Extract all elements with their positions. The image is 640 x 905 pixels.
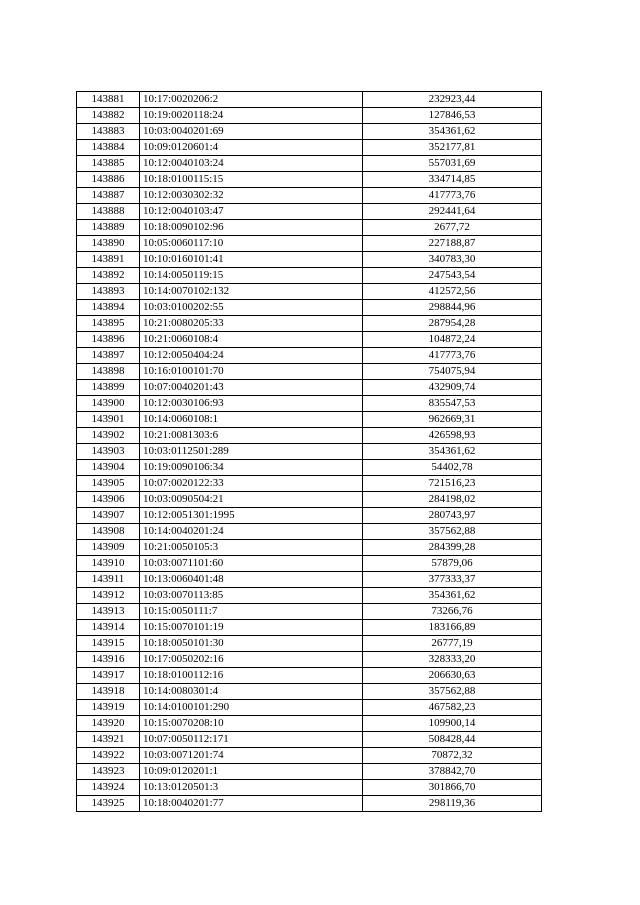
cadastral-number-cell: 10:19:0020118:24 (140, 108, 363, 124)
amount-cell: 2677,72 (363, 220, 542, 236)
table-row (77, 588, 542, 604)
cadastral-number-cell: 10:15:0070101:19 (140, 620, 363, 636)
amount-cell: 962669,31 (363, 412, 542, 428)
cadastral-number-cell: 10:14:0100101:290 (140, 700, 363, 716)
row-number-cell: 143915 (77, 636, 140, 652)
table-row (77, 684, 542, 700)
table-row (77, 140, 542, 156)
amount-cell: 334714,85 (363, 172, 542, 188)
cadastral-number-cell: 10:19:0090106:34 (140, 460, 363, 476)
table-row (77, 412, 542, 428)
table-row (77, 92, 542, 108)
amount-cell: 417773,76 (363, 348, 542, 364)
amount-cell: 284399,28 (363, 540, 542, 556)
row-number-cell: 143901 (77, 412, 140, 428)
table-row (77, 620, 542, 636)
amount-cell: 57879,06 (363, 556, 542, 572)
amount-cell: 70872,32 (363, 748, 542, 764)
row-number-cell: 143922 (77, 748, 140, 764)
row-number-cell: 143909 (77, 540, 140, 556)
row-number-cell: 143916 (77, 652, 140, 668)
amount-cell: 354361,62 (363, 124, 542, 140)
amount-cell: 340783,30 (363, 252, 542, 268)
table-row (77, 572, 542, 588)
cadastral-number-cell: 10:03:0070113:85 (140, 588, 363, 604)
table-row (77, 668, 542, 684)
amount-cell: 378842,70 (363, 764, 542, 780)
cadastral-number-cell: 10:15:0050111:7 (140, 604, 363, 620)
cadastral-number-cell: 10:09:0120201:1 (140, 764, 363, 780)
row-number-cell: 143898 (77, 364, 140, 380)
cadastral-number-cell: 10:03:0090504:21 (140, 492, 363, 508)
table-body (77, 92, 542, 812)
table-row (77, 604, 542, 620)
table-row (77, 156, 542, 172)
table-row (77, 444, 542, 460)
table-row (77, 636, 542, 652)
amount-cell: 357562,88 (363, 684, 542, 700)
amount-cell: 54402,78 (363, 460, 542, 476)
cadastral-number-cell: 10:16:0100101:70 (140, 364, 363, 380)
amount-cell: 754075,94 (363, 364, 542, 380)
cadastral-number-cell: 10:17:0050202:16 (140, 652, 363, 668)
amount-cell: 298119,36 (363, 796, 542, 812)
amount-cell: 426598,93 (363, 428, 542, 444)
amount-cell: 280743,97 (363, 508, 542, 524)
table-row (77, 556, 542, 572)
cadastral-number-cell: 10:14:0080301:4 (140, 684, 363, 700)
amount-cell: 232923,44 (363, 92, 542, 108)
table-row (77, 204, 542, 220)
amount-cell: 508428,44 (363, 732, 542, 748)
cadastral-number-cell: 10:03:0100202:55 (140, 300, 363, 316)
amount-cell: 557031,69 (363, 156, 542, 172)
cadastral-number-cell: 10:18:0090102:96 (140, 220, 363, 236)
cadastral-number-cell: 10:18:0100112:16 (140, 668, 363, 684)
cadastral-number-cell: 10:12:0030106:93 (140, 396, 363, 412)
cadastral-number-cell: 10:21:0080205:33 (140, 316, 363, 332)
table-row (77, 284, 542, 300)
table-row (77, 492, 542, 508)
amount-cell: 183166,89 (363, 620, 542, 636)
table-row (77, 220, 542, 236)
amount-cell: 298844,96 (363, 300, 542, 316)
table-row (77, 300, 542, 316)
cadastral-number-cell: 10:13:0120501:3 (140, 780, 363, 796)
table-row (77, 268, 542, 284)
amount-cell: 284198,02 (363, 492, 542, 508)
row-number-cell: 143913 (77, 604, 140, 620)
cadastral-number-cell: 10:12:0051301:1995 (140, 508, 363, 524)
row-number-cell: 143904 (77, 460, 140, 476)
row-number-cell: 143908 (77, 524, 140, 540)
row-number-cell: 143924 (77, 780, 140, 796)
cadastral-number-cell: 10:14:0040201:24 (140, 524, 363, 540)
row-number-cell: 143920 (77, 716, 140, 732)
table-row (77, 780, 542, 796)
amount-cell: 721516,23 (363, 476, 542, 492)
table-row (77, 236, 542, 252)
cadastral-number-cell: 10:14:0060108:1 (140, 412, 363, 428)
cadastral-number-cell: 10:14:0050119:15 (140, 268, 363, 284)
amount-cell: 287954,28 (363, 316, 542, 332)
amount-cell: 301866,70 (363, 780, 542, 796)
row-number-cell: 143888 (77, 204, 140, 220)
row-number-cell: 143893 (77, 284, 140, 300)
row-number-cell: 143894 (77, 300, 140, 316)
amount-cell: 467582,23 (363, 700, 542, 716)
table-row (77, 124, 542, 140)
table-row (77, 764, 542, 780)
row-number-cell: 143891 (77, 252, 140, 268)
row-number-cell: 143918 (77, 684, 140, 700)
cadastral-number-cell: 10:12:0040103:47 (140, 204, 363, 220)
row-number-cell: 143906 (77, 492, 140, 508)
cadastral-number-cell: 10:21:0081303:6 (140, 428, 363, 444)
row-number-cell: 143884 (77, 140, 140, 156)
row-number-cell: 143887 (77, 188, 140, 204)
row-number-cell: 143905 (77, 476, 140, 492)
row-number-cell: 143881 (77, 92, 140, 108)
table-row (77, 796, 542, 812)
amount-cell: 127846,53 (363, 108, 542, 124)
row-number-cell: 143885 (77, 156, 140, 172)
row-number-cell: 143925 (77, 796, 140, 812)
row-number-cell: 143889 (77, 220, 140, 236)
row-number-cell: 143910 (77, 556, 140, 572)
cadastral-number-cell: 10:12:0030302:32 (140, 188, 363, 204)
cadastral-number-cell: 10:07:0050112:171 (140, 732, 363, 748)
cadastral-number-cell: 10:03:0040201:69 (140, 124, 363, 140)
row-number-cell: 143882 (77, 108, 140, 124)
row-number-cell: 143890 (77, 236, 140, 252)
amount-cell: 104872,24 (363, 332, 542, 348)
amount-cell: 247543,54 (363, 268, 542, 284)
row-number-cell: 143892 (77, 268, 140, 284)
table-row (77, 396, 542, 412)
amount-cell: 417773,76 (363, 188, 542, 204)
table-row (77, 524, 542, 540)
cadastral-number-cell: 10:17:0020206:2 (140, 92, 363, 108)
table-row (77, 508, 542, 524)
amount-cell: 412572,56 (363, 284, 542, 300)
amount-cell: 357562,88 (363, 524, 542, 540)
cadastral-number-cell: 10:09:0120601:4 (140, 140, 363, 156)
row-number-cell: 143907 (77, 508, 140, 524)
table-row (77, 732, 542, 748)
cadastral-number-cell: 10:15:0070208:10 (140, 716, 363, 732)
amount-cell: 377333,37 (363, 572, 542, 588)
cadastral-number-cell: 10:03:0071101:60 (140, 556, 363, 572)
cadastral-number-cell: 10:21:0050105:3 (140, 540, 363, 556)
cadastral-number-cell: 10:07:0040201:43 (140, 380, 363, 396)
row-number-cell: 143903 (77, 444, 140, 460)
table-row (77, 652, 542, 668)
row-number-cell: 143900 (77, 396, 140, 412)
table-row (77, 476, 542, 492)
amount-cell: 432909,74 (363, 380, 542, 396)
row-number-cell: 143899 (77, 380, 140, 396)
row-number-cell: 143911 (77, 572, 140, 588)
table-row (77, 172, 542, 188)
amount-cell: 328333,20 (363, 652, 542, 668)
cadastral-number-cell: 10:18:0050101:30 (140, 636, 363, 652)
data-table (76, 91, 542, 812)
row-number-cell: 143902 (77, 428, 140, 444)
cadastral-number-cell: 10:05:0060117:10 (140, 236, 363, 252)
amount-cell: 354361,62 (363, 588, 542, 604)
amount-cell: 73266,76 (363, 604, 542, 620)
amount-cell: 835547,53 (363, 396, 542, 412)
row-number-cell: 143897 (77, 348, 140, 364)
cadastral-number-cell: 10:10:0160101:41 (140, 252, 363, 268)
cadastral-number-cell: 10:13:0060401:48 (140, 572, 363, 588)
cadastral-number-cell: 10:03:0112501:289 (140, 444, 363, 460)
row-number-cell: 143895 (77, 316, 140, 332)
row-number-cell: 143912 (77, 588, 140, 604)
table-row (77, 748, 542, 764)
table-row (77, 460, 542, 476)
row-number-cell: 143896 (77, 332, 140, 348)
amount-cell: 109900,14 (363, 716, 542, 732)
table-row (77, 716, 542, 732)
cadastral-number-cell: 10:03:0071201:74 (140, 748, 363, 764)
table-row (77, 188, 542, 204)
row-number-cell: 143923 (77, 764, 140, 780)
row-number-cell: 143886 (77, 172, 140, 188)
cadastral-number-cell: 10:18:0100115:15 (140, 172, 363, 188)
amount-cell: 292441,64 (363, 204, 542, 220)
table-row (77, 252, 542, 268)
table-row (77, 428, 542, 444)
table-row (77, 540, 542, 556)
row-number-cell: 143921 (77, 732, 140, 748)
amount-cell: 352177,81 (363, 140, 542, 156)
cadastral-number-cell: 10:18:0040201:77 (140, 796, 363, 812)
row-number-cell: 143883 (77, 124, 140, 140)
cadastral-number-cell: 10:21:0060108:4 (140, 332, 363, 348)
table-row (77, 316, 542, 332)
cadastral-number-cell: 10:14:0070102:132 (140, 284, 363, 300)
amount-cell: 354361,62 (363, 444, 542, 460)
cadastral-number-cell: 10:12:0040103:24 (140, 156, 363, 172)
table-row (77, 332, 542, 348)
table-row (77, 364, 542, 380)
table-row (77, 348, 542, 364)
amount-cell: 206630,63 (363, 668, 542, 684)
row-number-cell: 143917 (77, 668, 140, 684)
cadastral-number-cell: 10:07:0020122:33 (140, 476, 363, 492)
row-number-cell: 143914 (77, 620, 140, 636)
table-row (77, 700, 542, 716)
table-row (77, 108, 542, 124)
amount-cell: 227188,87 (363, 236, 542, 252)
cadastral-number-cell: 10:12:0050404:24 (140, 348, 363, 364)
amount-cell: 26777,19 (363, 636, 542, 652)
table-row (77, 380, 542, 396)
row-number-cell: 143919 (77, 700, 140, 716)
